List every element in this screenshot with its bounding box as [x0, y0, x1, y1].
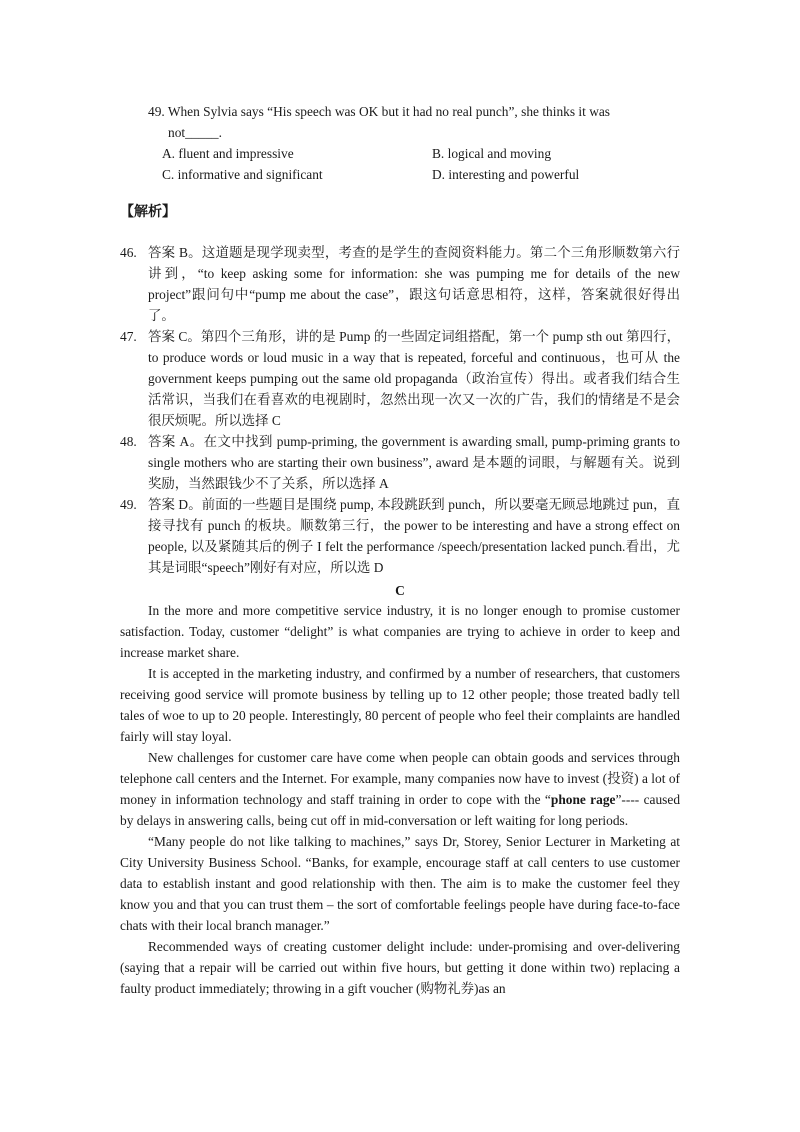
passage-paragraph-2: It is accepted in the marketing industry, and confirmed by a number of researchers, that customers receiving good service will promote business by telling up to 12 other people; those treated badly tell tales of woe to up to 20 people. Interestingly, 80 percent of people who feel their complaints are handled fairly will stay loyal.	[120, 666, 680, 744]
answer-text: 答案 C。第四个三角形，讲的是 Pump 的一些固定词组搭配，第一个 pump sth out 第四行，to produce words or loud music in a way that is repeated, forceful and continuous，也可从 the government keeps pumping out the same old propaganda（政治宣传）得出。或者我们结合生活常识，当我们在看喜欢的电视剧时，忽然出现一次又一次的广告，我们的情绪是不是会很厌烦呢。所以选择 C	[148, 329, 680, 428]
answer-47	[120, 326, 680, 431]
answer-number: 47.	[120, 329, 137, 344]
answer-explanations	[120, 242, 680, 578]
answer-number: 49.	[120, 497, 137, 512]
option-b: B. logical and moving	[432, 146, 552, 161]
passage-paragraph-1: In the more and more competitive service industry, it is no longer enough to promise customer satisfaction. Today, customer “delight” is what companies are trying to achieve in order to keep and increase market share.	[120, 603, 680, 660]
answer-number: 48.	[120, 434, 137, 449]
answer-text: 答案 D。前面的一些题目是围绕 pump, 本段跳跃到 punch，所以要毫无顾忌地跳过 pun，直接寻找有 punch 的板块。顺数第三行，the power to be interesting and have a strong effect on people, 以及紧随其后的例子 I felt the performance /speech/presentation lacked punch.看出，尤其是词眼“speech”刚好有对应，所以选 D	[148, 497, 680, 575]
answer-49	[120, 494, 680, 578]
analysis-heading: 【解析】	[120, 205, 176, 220]
option-row	[162, 164, 662, 185]
phone-rage-term: phone rage	[550, 792, 616, 807]
answer-number: 46.	[120, 245, 137, 260]
answer-48	[120, 431, 680, 494]
option-d: D. interesting and powerful	[432, 167, 580, 182]
question-49	[148, 101, 668, 143]
question-49-options	[162, 143, 662, 185]
section-label: C	[395, 583, 405, 598]
reading-passage	[120, 600, 680, 999]
question-49-stem-blank: not_____.	[168, 125, 222, 140]
passage-paragraph-3	[120, 747, 680, 831]
paragraph-3-text-before: New challenges for customer care have come when people can obtain goods and services through telephone call centers and the Internet. For example, many companies now have to invest (投资) a lot of money in information technology and staff training in order to cope with the “	[120, 750, 680, 807]
option-a: A. fluent and impressive	[162, 146, 294, 161]
answer-text: 答案 A。在文中找到 pump-priming, the government is awarding small, pump-priming grants to single mothers who are starting their own business”, award 是本题的词眼，与解题有关。说到奖励，当然跟钱少不了关系，所以选择 A	[148, 434, 680, 491]
passage-paragraph-5: Recommended ways of creating customer delight include: under-promising and over-delivering (saying that a repair will be carried out within five hours, but getting it done within two) replacing a faulty product immediately; throwing in a gift voucher (购物礼券)as an	[120, 939, 680, 996]
option-c: C. informative and significant	[162, 167, 323, 182]
paragraph-3-text-after: ”---- caused by delays in answering calls, being cut off in mid-conversation or left waiting for long periods.	[120, 792, 681, 828]
passage-paragraph-4: “Many people do not like talking to machines,” says Dr, Storey, Senior Lecturer in Marketing at City University Business School. “Banks, for example, encourage staff at call centers to use customer data to establish instant and good relationship with then. The aim is to make the customer feel they know you and that you can trust them – the sort of comfortable feelings people have during face-to-face chats with their local branch manager.”	[120, 834, 680, 933]
option-row	[162, 143, 662, 164]
answer-text: 答案 B。这道题是现学现卖型，考查的是学生的查阅资料能力。第二个三角形顺数第六行讲到，“to keep asking some for information: she was pumping me for details of the new project”跟问句中“pump me about the case”，跟这句话意思相符，这样，答案就很好得出了。	[148, 245, 680, 323]
question-49-stem: 49. When Sylvia says “His speech was OK but it had no real punch”, she thinks it was	[148, 104, 611, 119]
answer-46	[120, 242, 680, 326]
